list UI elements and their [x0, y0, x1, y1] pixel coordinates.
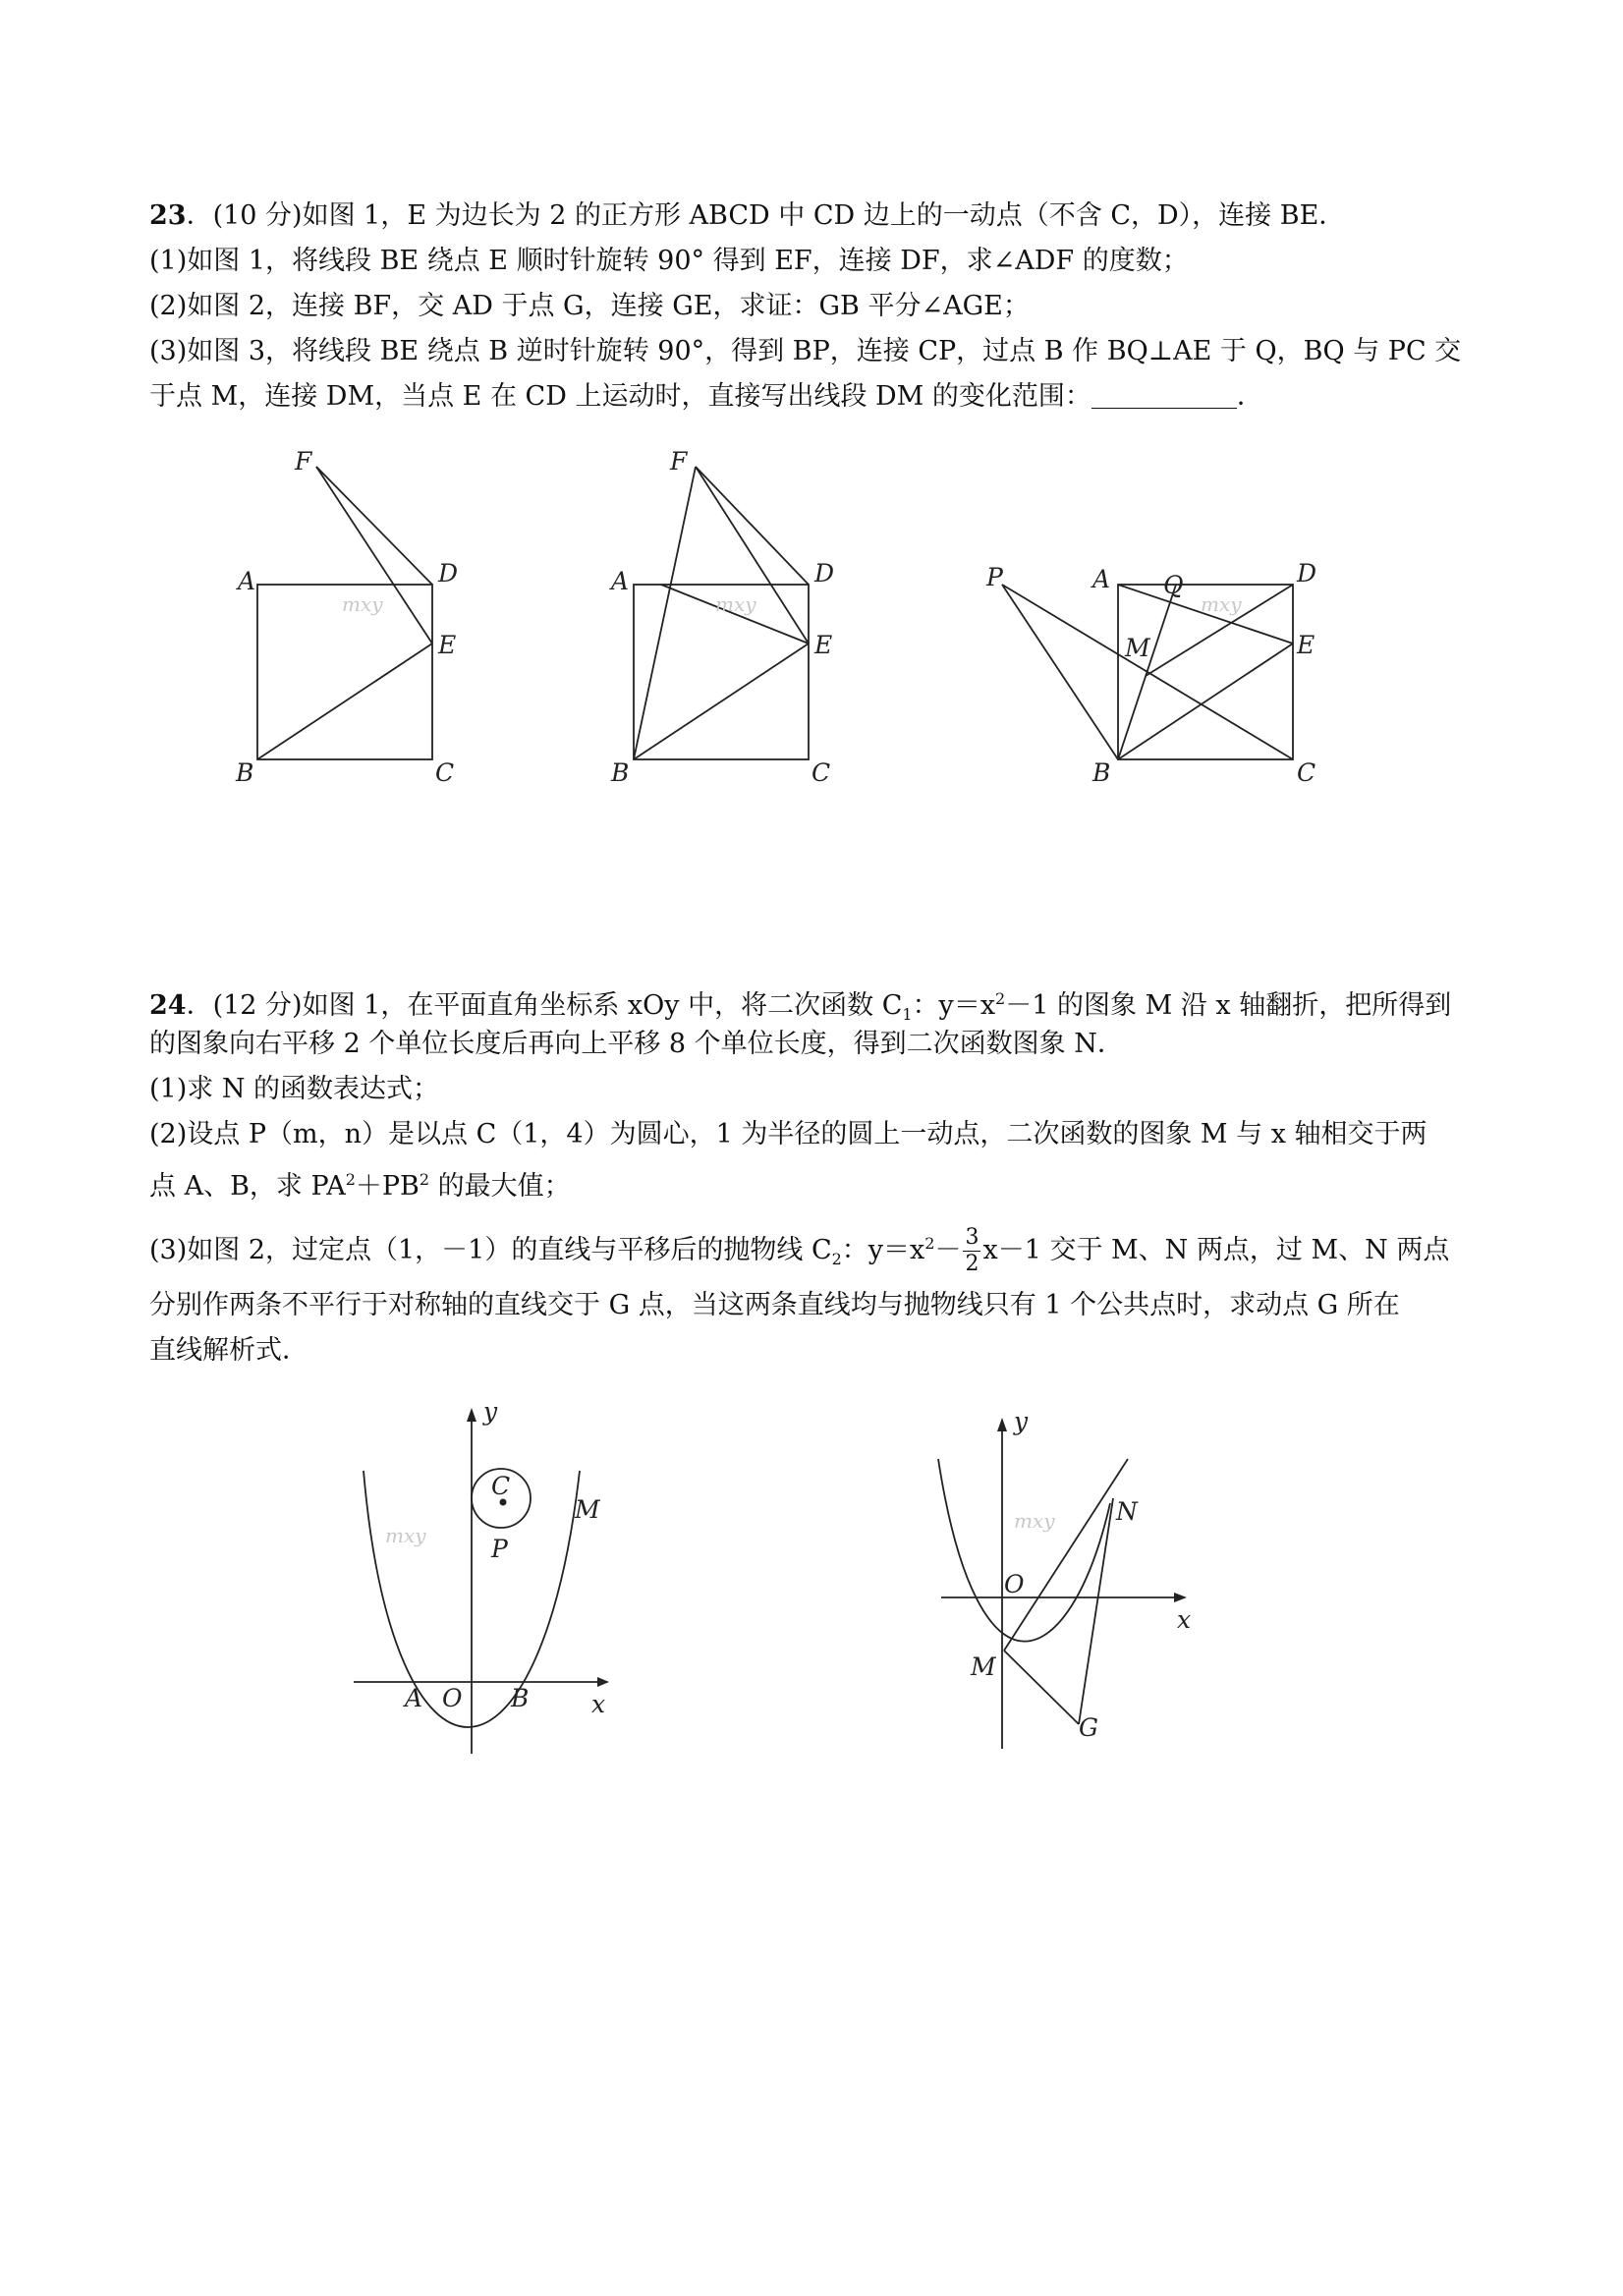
q24-p2-sup1: 2 [345, 1170, 356, 1189]
label-p: P [491, 1535, 508, 1563]
fraction-three-halves [963, 1225, 980, 1277]
q24-p3-b: ：y＝x [841, 1235, 925, 1265]
watermark: mxy [1201, 592, 1242, 616]
q24-p2-c: 的最大值； [429, 1171, 571, 1202]
label-b: B [236, 758, 254, 787]
q24-number: 24 [149, 990, 187, 1021]
label-c: C [1297, 758, 1316, 787]
label-a: A [405, 1684, 423, 1712]
q23-stem: ．(10 分)如图 1，E 为边长为 2 的正方形 ABCD 中 CD 边上的一动点（不含 C，D），连接 BE． [186, 200, 1346, 231]
q24-sup-2: 2 [995, 989, 1006, 1008]
q23-period: ． [1236, 381, 1263, 412]
segment-bp [1002, 585, 1118, 759]
q24-p2-a: 点 A、B，求 PA [149, 1171, 346, 1202]
q24-part3-cont: 分别作两条不平行于对称轴的直线交于 G 点，当这两条直线均与抛物线只有 1 个公共点时，求动点 G 所在 [149, 1290, 1400, 1320]
segment-bf [634, 467, 696, 759]
q24-figure-2 [923, 1400, 1218, 1773]
label-m: M [1125, 634, 1150, 662]
q24-p3-d: x－1 交于 M、N 两点，过 M、N 两点 [982, 1235, 1450, 1265]
q24-part1: (1)求 N 的函数表达式； [149, 1074, 440, 1104]
label-y: y [1014, 1407, 1029, 1435]
parabola-c2 [938, 1459, 1110, 1642]
tangent-mg [1004, 1651, 1079, 1724]
q23-figure-2 [599, 442, 855, 796]
q24-stem-c: －1 的图象 M 沿 x 轴翻折，把所得到 [1005, 990, 1452, 1021]
label-m: M [971, 1652, 996, 1681]
q23-part3: (3)如图 3，将线段 BE 绕点 B 逆时针旋转 90°，得到 BP，连接 CP，过点 B 作 BQ⊥AE 于 Q，BQ 与 PC 交 [149, 336, 1462, 366]
q23-line1 [149, 196, 1485, 236]
q23-number: 23 [149, 200, 187, 231]
label-b: B [611, 758, 630, 787]
y-axis-arrow-icon [467, 1408, 476, 1422]
watermark: mxy [1014, 1509, 1055, 1533]
label-d: D [438, 559, 459, 588]
q23-part2: (2)如图 2，连接 BF，交 AD 于点 G，连接 GE，求证：GB 平分∠AGE； [149, 291, 1030, 321]
watermark: mxy [385, 1524, 426, 1547]
q24-p3-c: － [934, 1235, 962, 1265]
watermark: mxy [342, 592, 383, 616]
q24-part2: (2)设点 P（m，n）是以点 C（1，4）为圆心，1 为半径的圆上一动点，二次函数的图象 M 与 x 轴相交于两 [149, 1119, 1427, 1149]
segment-bq [1118, 585, 1176, 759]
label-y: y [483, 1397, 498, 1426]
q24-p3-sup: 2 [924, 1234, 935, 1253]
label-p: P [986, 563, 1003, 591]
label-b: B [511, 1684, 530, 1712]
watermark: mxy [715, 592, 756, 616]
label-n: N [1116, 1497, 1138, 1526]
segment-be [257, 644, 432, 759]
q24-part3-end: 直线解析式． [149, 1335, 308, 1366]
segment-be [634, 644, 809, 759]
q24-part3 [149, 1216, 1485, 1276]
q24-p2-sup2: 2 [419, 1170, 430, 1189]
tangent-ng [1079, 1498, 1113, 1724]
label-g: G [1079, 1713, 1098, 1742]
q24-sub-1: 1 [902, 1005, 913, 1024]
q24-p3-a: (3)如图 2，过定点（1，－1）的直线与平移后的抛物线 C [149, 1235, 832, 1265]
q23-figure-3 [973, 442, 1336, 796]
label-f: F [295, 447, 312, 476]
y-axis-arrow-icon [997, 1418, 1007, 1431]
label-c: C [491, 1472, 511, 1500]
segment-ef [696, 467, 809, 644]
answer-blank[interactable] [1091, 380, 1237, 409]
q24-p3-sub: 2 [831, 1250, 842, 1268]
q23-part3-cont [149, 377, 1485, 417]
fraction-denominator: 2 [965, 1252, 979, 1276]
q24-p2-b: ＋PB [355, 1171, 420, 1202]
q24-line2: 的图象向右平移 2 个单位长度后再向上平移 8 个单位长度，得到二次函数图象 N． [149, 1029, 1124, 1059]
label-f: F [670, 447, 688, 476]
label-o: O [442, 1684, 463, 1712]
label-a: A [1092, 565, 1111, 593]
q24-stem-a: ．(12 分)如图 1，在平面直角坐标系 xOy 中，将二次函数 C [186, 990, 903, 1021]
line-through-fixed-point [1004, 1459, 1128, 1651]
label-d: D [1297, 559, 1317, 588]
q23-part3-text: 于点 M，连接 DM，当点 E 在 CD 上运动时，直接写出线段 DM 的变化范围： [149, 381, 1091, 412]
segment-ef [316, 467, 432, 644]
label-a: A [238, 567, 256, 595]
label-a: A [611, 567, 630, 595]
label-d: D [814, 559, 835, 588]
label-b: B [1092, 758, 1111, 787]
q23-figure-1 [226, 442, 481, 796]
segment-df [316, 467, 432, 585]
q24-part2-cont [149, 1160, 1485, 1206]
label-x: x [1177, 1605, 1192, 1634]
label-m: M [575, 1495, 600, 1524]
label-c: C [435, 758, 455, 787]
x-axis-arrow-icon [597, 1677, 609, 1687]
x-axis-arrow-icon [1174, 1593, 1187, 1602]
label-e: E [438, 631, 457, 659]
label-e: E [1297, 631, 1315, 659]
label-o: O [1004, 1570, 1025, 1598]
segment-df [696, 467, 809, 585]
label-x: x [591, 1690, 606, 1718]
q24-figure-1 [334, 1397, 629, 1773]
q23-part1: (1)如图 1，将线段 BE 绕点 E 顺时针旋转 90° 得到 EF，连接 DF，求∠ADF 的度数； [149, 246, 1189, 276]
label-e: E [814, 631, 833, 659]
label-q: Q [1163, 571, 1184, 599]
q24-stem-b: ：y＝x [912, 990, 996, 1021]
label-c: C [812, 758, 831, 787]
fraction-numerator: 3 [965, 1225, 979, 1250]
